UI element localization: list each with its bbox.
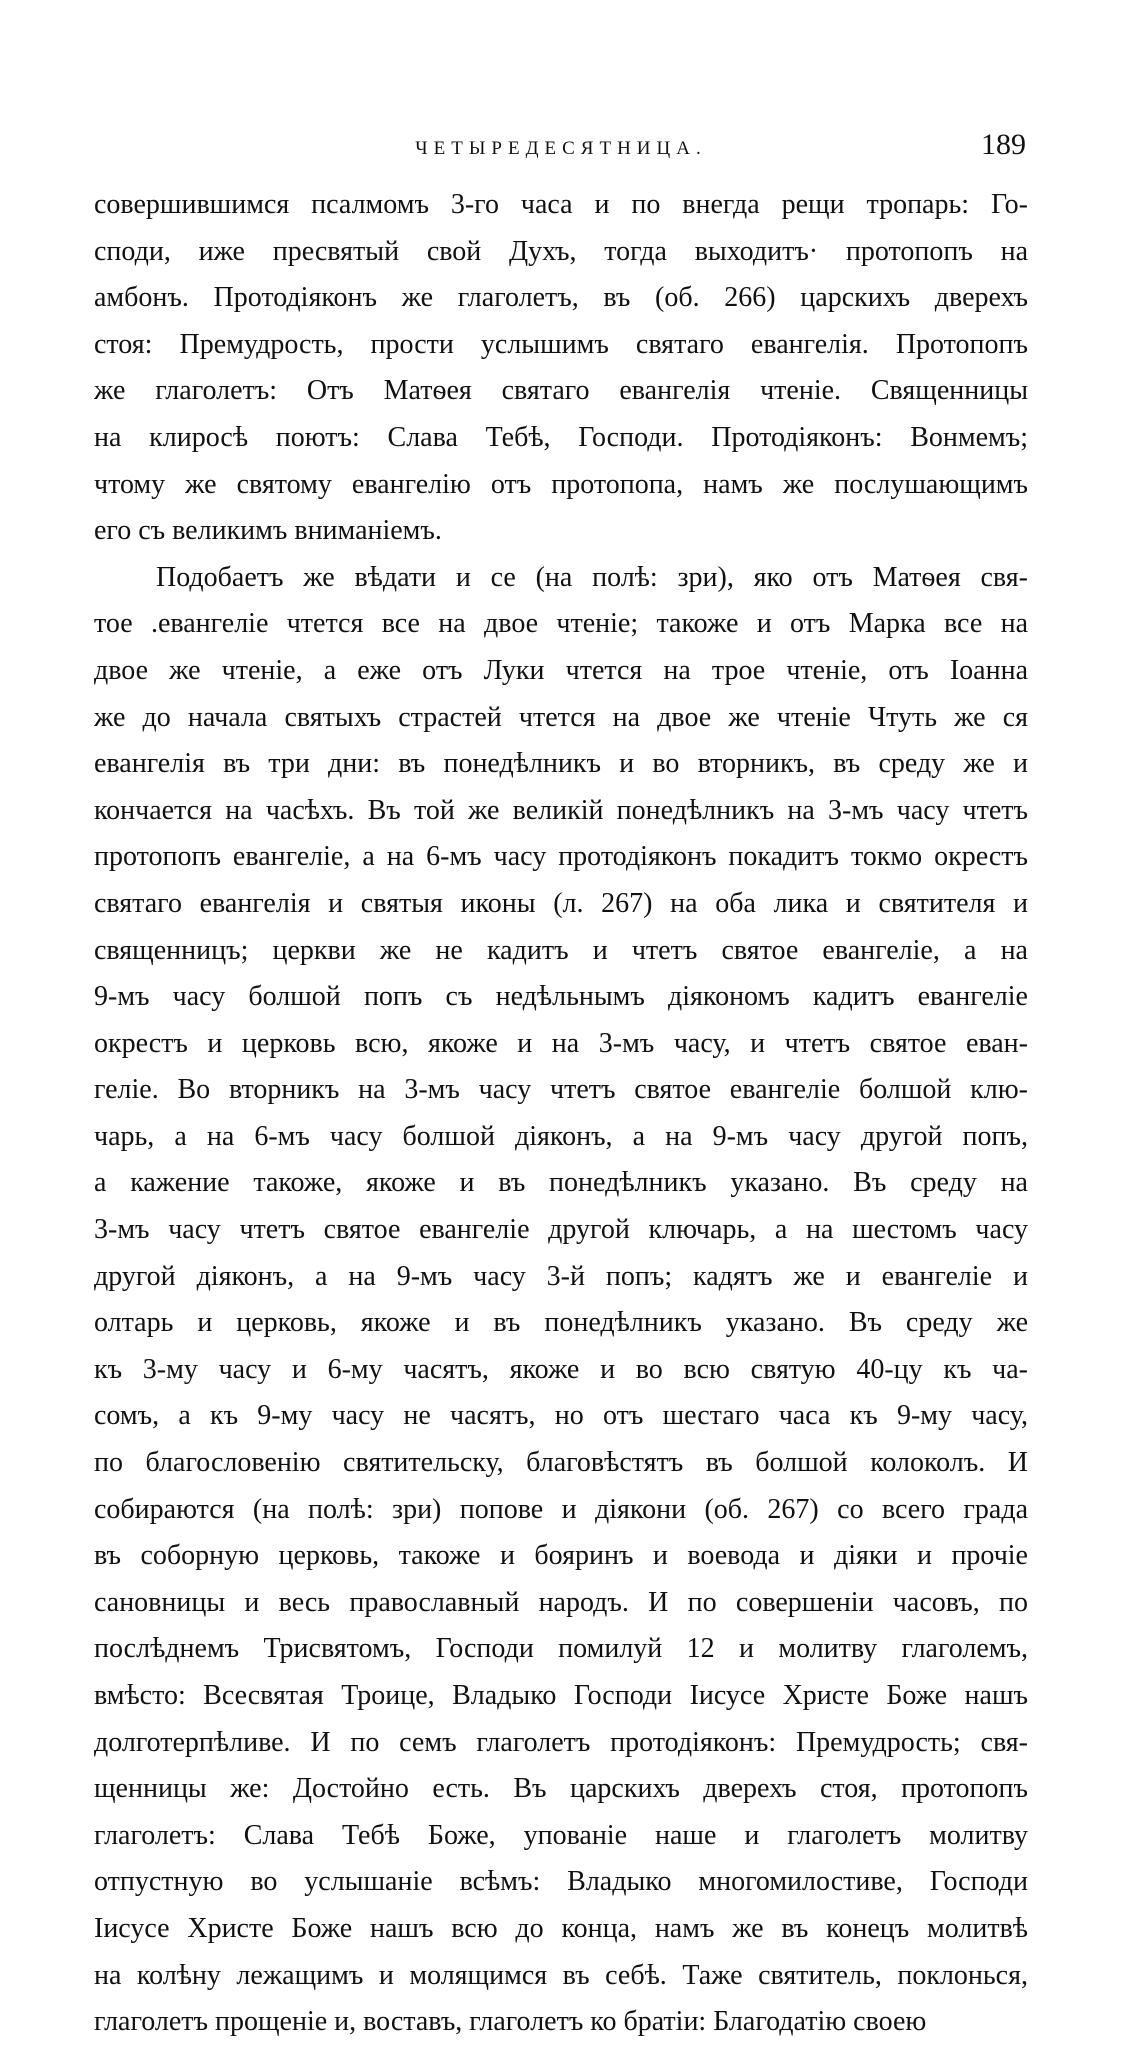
paragraph-2 bbox=[94, 555, 1028, 2046]
text-line: а кажение такоже, якоже и въ понедѣлникъ указано. Въ среду на bbox=[94, 1167, 1028, 1199]
text-line: въ соборную церковь, такоже и бояринъ и воевода и діяки и прочіе bbox=[94, 1540, 1028, 1572]
text-line: священницъ; церкви же не кадитъ и чтетъ святое евангеліе, а на bbox=[94, 934, 1028, 966]
text-line: евангелія въ три дни: въ понедѣлникъ и во вторникъ, въ среду же и bbox=[94, 748, 1028, 780]
text-line: амбонъ. Протодіяконъ же глаголетъ, въ (об. 266) царскихъ дверехъ bbox=[94, 282, 1028, 314]
text-line: отпустную во услышаніе всѣмъ: Владыко многомилостиве, Господи bbox=[94, 1866, 1028, 1898]
text-line: окрестъ и церковь всю, якоже и на 3-мъ часу, и чтетъ святое еван- bbox=[94, 1027, 1028, 1059]
text-line: долготерпѣливе. И по семъ глаголетъ протодіяконъ: Премудрость; свя- bbox=[94, 1726, 1028, 1758]
text-line: протопопъ евангеліе, а на 6-мъ часу протодіяконъ покадитъ токмо окрестъ bbox=[94, 841, 1028, 873]
text-line: совершившимся псалмомъ 3-го часа и по внегда рещи тропарь: Го- bbox=[94, 189, 1028, 220]
text-line: Іисусе Христе Боже нашъ всю до конца, намъ же въ конецъ молитвѣ bbox=[94, 1912, 1028, 1944]
text-line: Подобаетъ же вѣдати и се (на полѣ: зри), яко отъ Матѳея свя- bbox=[156, 561, 1028, 593]
text-line: глаголетъ: Слава Тебѣ Боже, упованіе наше и глаголетъ молитву bbox=[94, 1819, 1028, 1851]
text-line: его съ великимъ вниманіемъ. bbox=[94, 515, 442, 547]
text-line: двое же чтеніе, а еже отъ Луки чтется на трое чтеніе, отъ Іоанна bbox=[94, 654, 1028, 686]
text-line: на клиросѣ поютъ: Слава Тебѣ, Господи. Протодіяконъ: Вонмемъ; bbox=[94, 421, 1028, 453]
text-line: къ 3-му часу и 6-му часятъ, якоже и во всю святую 40-цу къ ча- bbox=[94, 1353, 1028, 1385]
text-line: на колѣну лежащимъ и молящимся въ себѣ. Таже святитель, поклонься, bbox=[94, 1959, 1028, 1991]
text-line: геліе. Во вторникъ на 3-мъ часу чтетъ святое евангеліе болшой клю- bbox=[94, 1074, 1028, 1106]
text-line: святаго евангелія и святыя иконы (л. 267) на оба лика и святителя и bbox=[94, 887, 1028, 919]
text-line: же глаголетъ: Отъ Матѳея святаго евангелія чтеніе. Священницы bbox=[94, 375, 1028, 407]
text-line: глаголетъ прощеніе и, воставъ, глаголетъ ко братіи: Благодатію своею bbox=[94, 2006, 927, 2038]
text-line: послѣднемъ Трисвятомъ, Господи помилуй 12 и молитву глаголемъ, bbox=[94, 1633, 1028, 1665]
page-number: 189 bbox=[981, 128, 1026, 161]
text-line: 9-мъ часу болшой попъ съ недѣльнымъ діякономъ кадитъ евангеліе bbox=[94, 981, 1028, 1013]
body-text bbox=[94, 182, 1028, 2046]
text-line: споди, иже пресвятый свой Духъ, тогда выходитъ· протопопъ на bbox=[94, 235, 1028, 267]
text-line: щенницы же: Достойно есть. Въ царскихъ дверехъ стоя, протопопъ bbox=[94, 1773, 1028, 1805]
text-line: олтарь и церковь, якоже и въ понедѣлникъ указано. Въ среду же bbox=[94, 1307, 1028, 1339]
text-line: чарь, а на 6-мъ часу болшой діяконъ, а на 9-мъ часу другой попъ, bbox=[94, 1120, 1028, 1152]
text-line: сановницы и весь православный народъ. И по совершеніи часовъ, по bbox=[94, 1586, 1028, 1618]
text-line: кончается на часѣхъ. Въ той же великій понедѣлникъ на 3-мъ часу чтетъ bbox=[94, 794, 1028, 826]
text-line: стоя: Премудрость, прости услышимъ святаго евангелія. Протопопъ bbox=[94, 328, 1028, 360]
text-line: собираются (на полѣ: зри) попове и діякони (об. 267) со всего града bbox=[94, 1493, 1028, 1525]
text-line: сомъ, а къ 9-му часу не часятъ, но отъ шестаго часа къ 9-му часу, bbox=[94, 1400, 1028, 1432]
text-line: вмѣсто: Всесвятая Троице, Владыко Господи Іисусе Христе Боже нашъ bbox=[94, 1680, 1028, 1711]
text-line: по благословенію святительску, благовѣстятъ въ болшой колоколъ. И bbox=[94, 1447, 1028, 1479]
text-line: же до начала святыхъ страстей чтется на двое же чтеніе Чтуть же ся bbox=[94, 701, 1028, 733]
running-title: ЧЕТЫРЕДЕСЯТНИЦА. bbox=[415, 138, 707, 159]
running-head bbox=[96, 128, 1026, 168]
paragraph-1 bbox=[94, 182, 1028, 555]
text-line: 3-мъ часу чтетъ святое евангеліе другой ключарь, а на шестомъ часу bbox=[94, 1214, 1028, 1246]
text-line: тое .евангеліе чтется все на двое чтеніе; такоже и отъ Марка все на bbox=[94, 608, 1028, 640]
text-line: чтому же святому евангелію отъ протопопа, намъ же послушающимъ bbox=[94, 468, 1028, 500]
text-line: другой діяконъ, а на 9-мъ часу 3-й попъ; кадятъ же и евангеліе и bbox=[94, 1260, 1028, 1292]
